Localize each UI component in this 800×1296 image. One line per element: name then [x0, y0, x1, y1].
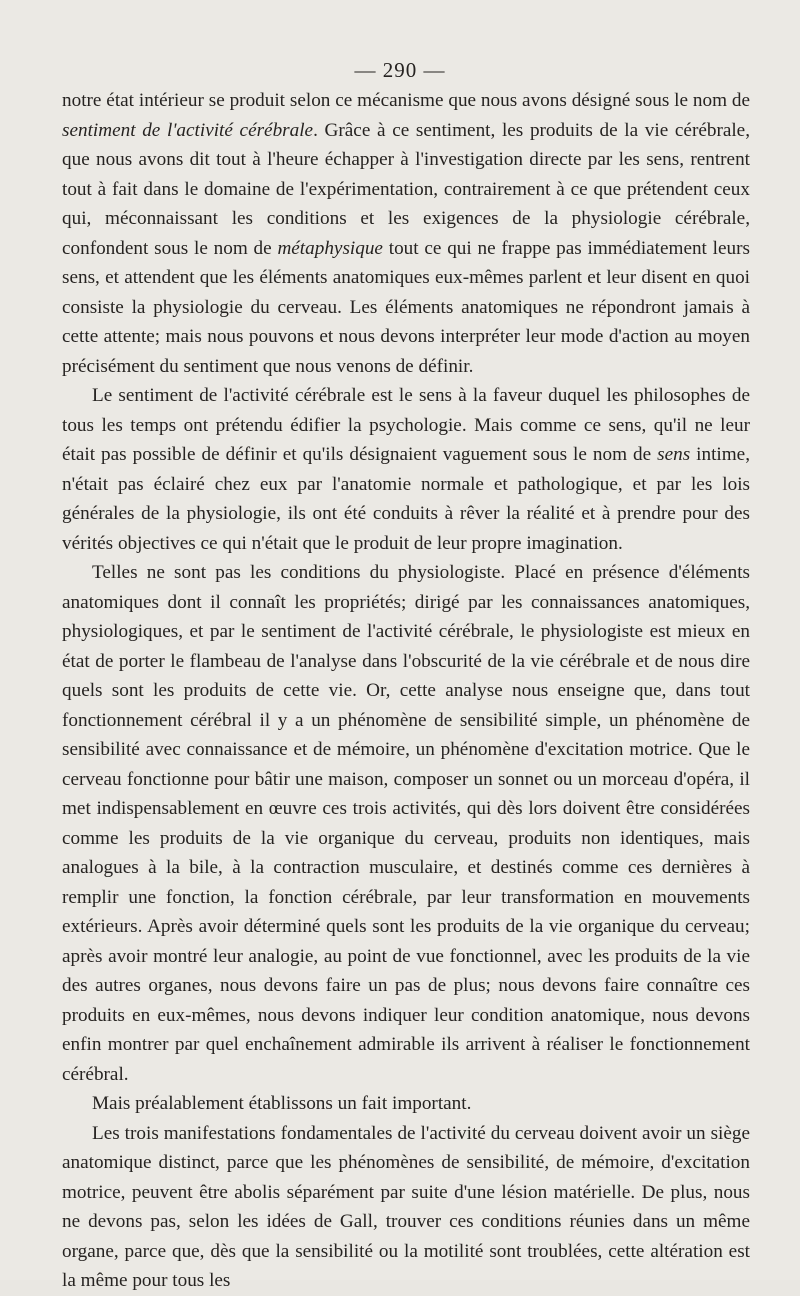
paragraph-1-text-1: notre état intérieur se produit selon ce mécanisme que nous avons désigné sous le nom de — [62, 90, 750, 111]
paragraph-3 — [62, 558, 750, 1089]
text-body — [62, 86, 750, 1296]
paragraph-3-text-1: Telles ne sont pas les conditions du physiologiste. Placé en présence d'éléments anatomiques dont il connaît les propriétés; dirigé par les connaissances anatomiques, physiologiques, et par le sentiment de l'activité cérébrale, le physiologiste est mieux en état de porter le flambeau de l'analyse dans l'obscurité de la vie cérébrale et de nous dire quels sont les produits de cette vie. Or, cette analyse nous enseigne que, dans tout fonctionnement cérébral il y a un phénomène de sensibilité simple, un phénomène de sensibilité avec connaissance et de mémoire, un phénomène d'excitation motrice. Que le cerveau fonctionne pour bâtir une maison, composer un sonnet ou un morceau d'opéra, il met indispensablement en œuvre ces trois activités, qui dès lors doivent être considérées comme les produits de la vie organique du cerveau, produits non identiques, mais analogues à la bile, à la contraction musculaire, et destinés comme ces dernières à remplir une fonction, la fonction cérébrale, par leur transformation en mouvements extérieurs. Après avoir déterminé quels sont les produits de la vie organique du cerveau; après avoir montré leur analogie, au point de vue fonctionnel, avec les produits de la vie des autres organes, nous devons faire un pas de plus; nous devons faire connaître ces produits en eux-mêmes, nous devons indiquer leur condition anatomique, nous devons enfin montrer par quel enchaînement admirable ils arrivent à réaliser le fonctionnement cérébral. — [62, 562, 750, 1085]
paragraph-2-italic-1: sens — [657, 444, 691, 465]
paragraph-2-text-1: Le sentiment de l'activité cérébrale est le sens à la faveur duquel les philosophes de tous les temps ont prétendu édifier la psychologie. Mais comme ce sens, qu'il ne leur était pas possible de définir et qu'ils désignaient vaguement sous le nom de — [62, 385, 750, 465]
paragraph-2-text-2: intime, n'était pas éclairé chez eux par l'anatomie normale et pathologique, et par les lois générales de la physiologie, ils ont été conduits à rêver la réalité et à prendre pour des vérités objectives ce qui n'était que le produit de leur propre imagination. — [62, 444, 750, 554]
paragraph-5 — [62, 1119, 750, 1296]
paragraph-2 — [62, 381, 750, 558]
paragraph-4 — [62, 1089, 750, 1119]
paragraph-5-text-1: Les trois manifestations fondamentales de l'activité du cerveau doivent avoir un siège anatomique distinct, parce que les phénomènes de sensibilité, de mémoire, d'excitation motrice, peuvent être abolis séparément par suite d'une lésion matérielle. De plus, nous ne devons pas, selon les idées de Gall, trouver ces conditions réunies dans un même organe, parce que, dès que la sensibilité ou la motilité sont troublées, cette altération est la même pour tous les — [62, 1122, 750, 1291]
page-number: — 290 — — [354, 58, 446, 82]
paragraph-4-text-1: Mais préalablement établissons un fait important. — [92, 1093, 472, 1114]
paragraph-1-italic-1: sentiment de l'activité cérébrale — [62, 119, 314, 141]
paragraph-1-text-3: tout ce qui ne frappe pas immédiatement leurs sens, et attendent que les éléments anatomiques eux-mêmes parlent et leur disent en quoi consiste la physiologie du cerveau. Les éléments anatomiques ne répondront jamais à cette attente; mais nous pouvons et nous devons interpréter leur mode d'action au moyen précisément du sentiment que nous venons de définir. — [62, 237, 750, 377]
paragraph-1 — [62, 86, 750, 381]
paragraph-1-italic-2: métaphysique — [277, 237, 383, 259]
paragraph-1-text-2: . Grâce à ce sentiment, les produits de la vie cérébrale, que nous avons dit tout à l'heure échapper à l'investigation directe par les sens, rentrent tout à fait dans le domaine de l'expérimentation, contrairement à ce que prétendent ceux qui, méconnaissant les conditions et les exigences de la physiologie cérébrale, confondent sous le nom de — [62, 119, 750, 259]
